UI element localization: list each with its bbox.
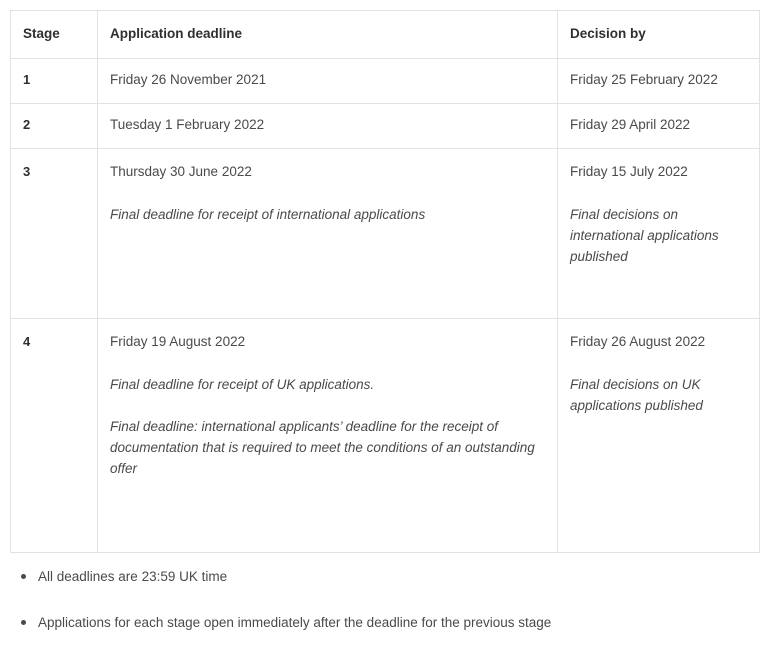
stage-number: 2 [11,103,98,148]
notes-list [10,567,759,634]
decision-by-cell [558,58,760,103]
table-header [11,11,760,59]
stage-number: 1 [11,58,98,103]
decision-date: Friday 26 August 2022 [570,333,706,349]
column-header-application-deadline: Application deadline [98,11,558,59]
decision-date: Friday 25 February 2022 [570,71,718,87]
deadline-note: Final deadline: international applicants’ deadline for the receipt of documentation that is required to meet the conditions of an outstanding offer [110,418,535,476]
application-deadlines-table [10,10,760,553]
decision-by-cell [558,318,760,552]
table-header-row [11,11,760,59]
decision-date: Friday 15 July 2022 [570,163,688,179]
deadline-date: Friday 19 August 2022 [110,333,246,349]
table-row [11,148,760,318]
deadline-note: Final deadline for receipt of UK applications. [110,376,375,392]
decision-note: Final decisions on international applications published [570,206,719,264]
application-deadline-cell [98,103,558,148]
decision-note: Final decisions on UK applications published [570,376,703,413]
table-row [11,318,760,552]
table-body [11,58,760,552]
list-item: All deadlines are 23:59 UK time [10,567,759,587]
deadline-date: Tuesday 1 February 2022 [110,116,265,132]
deadline-date: Friday 26 November 2021 [110,71,267,87]
column-header-stage: Stage [11,11,98,59]
list-item: Applications for each stage open immediately after the deadline for the previous stage [10,613,759,633]
stage-number: 3 [11,148,98,318]
deadline-note: Final deadline for receipt of international applications [110,206,426,222]
application-deadline-cell [98,148,558,318]
deadline-date: Thursday 30 June 2022 [110,163,252,179]
decision-by-cell [558,103,760,148]
application-deadline-cell [98,318,558,552]
decision-by-cell [558,148,760,318]
application-deadline-cell [98,58,558,103]
table-row [11,103,760,148]
stage-number: 4 [11,318,98,552]
table-row [11,58,760,103]
column-header-decision-by: Decision by [558,11,760,59]
decision-date: Friday 29 April 2022 [570,116,691,132]
